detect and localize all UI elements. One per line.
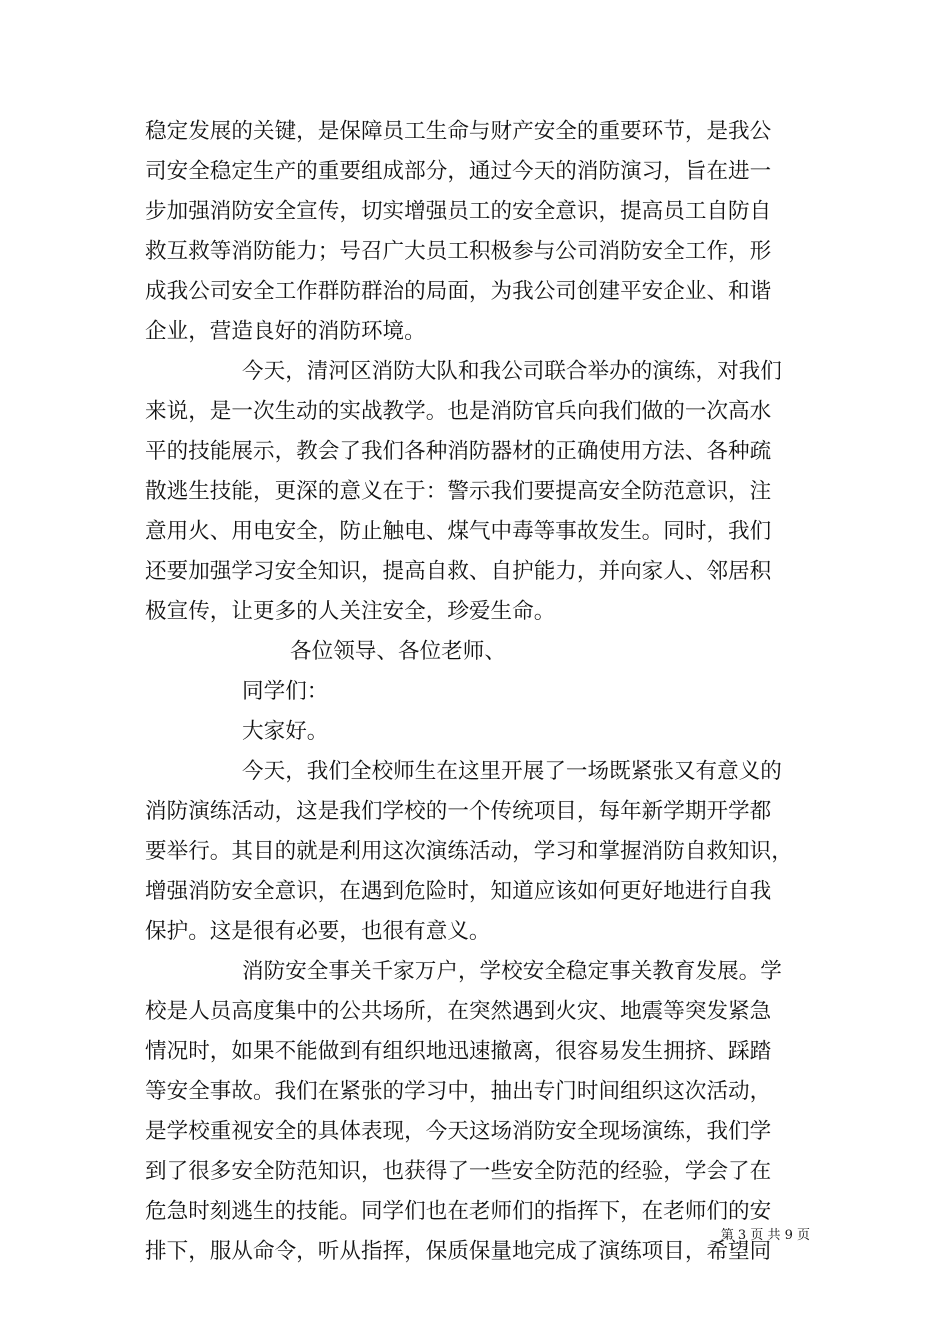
paragraph-start-line: 今天，清河区消防大队和我公司联合举办的演练，对我们 bbox=[242, 359, 782, 384]
text-line: 极宣传，让更多的人关注安全，珍爱生命。 bbox=[145, 599, 556, 624]
page-number: 第 3 页 共 9 页 bbox=[720, 1228, 810, 1243]
text-line: 保护。这是很有必要，也很有意义。 bbox=[145, 919, 491, 944]
text-line: 等安全事故。我们在紧张的学习中，抽出专门时间组织这次活动， bbox=[145, 1079, 772, 1104]
text-line: 校是人员高度集中的公共场所，在突然遇到火灾、地震等突发紧急 bbox=[145, 999, 772, 1024]
greeting-line: 大家好。 bbox=[242, 719, 329, 744]
text-line: 排下，服从命令，听从指挥，保质保量地完成了演练项目，希望同 bbox=[145, 1239, 772, 1264]
salutation-line: 各位领导、各位老师、 bbox=[290, 639, 506, 664]
text-line: 步加强消防安全宣传，切实增强员工的安全意识，提高员工自防自 bbox=[145, 199, 772, 224]
text-line: 危急时刻逃生的技能。同学们也在老师们的指挥下，在老师们的安 bbox=[145, 1199, 772, 1224]
text-line: 平的技能展示，教会了我们各种消防器材的正确使用方法、各种疏 bbox=[145, 439, 772, 464]
text-line: 稳定发展的关键，是保障员工生命与财产安全的重要环节，是我公 bbox=[145, 119, 772, 144]
paragraph-start-line: 消防安全事关千家万户，学校安全稳定事关教育发展。学 bbox=[242, 959, 782, 984]
text-line: 企业，营造良好的消防环境。 bbox=[145, 319, 426, 344]
text-line: 情况时，如果不能做到有组织地迅速撤离，很容易发生拥挤、踩踏 bbox=[145, 1039, 772, 1064]
text-line: 司安全稳定生产的重要组成部分，通过今天的消防演习，旨在进一 bbox=[145, 159, 772, 184]
paragraph-start-line: 今天，我们全校师生在这里开展了一场既紧张又有意义的 bbox=[242, 759, 782, 784]
text-line: 增强消防安全意识，在遇到危险时，知道应该如何更好地进行自我 bbox=[145, 879, 772, 904]
text-line: 到了很多安全防范知识，也获得了一些安全防范的经验，学会了在 bbox=[145, 1159, 772, 1184]
text-line: 成我公司安全工作群防群治的局面，为我公司创建平安企业、和谐 bbox=[145, 279, 772, 304]
text-line: 救互救等消防能力；号召广大员工积极参与公司消防安全工作，形 bbox=[145, 239, 772, 264]
text-line: 还要加强学习安全知识，提高自救、自护能力，并向家人、邻居积 bbox=[145, 559, 772, 584]
text-line: 来说，是一次生动的实战教学。也是消防官兵向我们做的一次高水 bbox=[145, 399, 772, 424]
text-line: 消防演练活动，这是我们学校的一个传统项目，每年新学期开学都 bbox=[145, 799, 772, 824]
text-line: 散逃生技能，更深的意义在于：警示我们要提高安全防范意识，注 bbox=[145, 479, 772, 504]
text-line: 要举行。其目的就是利用这次演练活动，学习和掌握消防自救知识， bbox=[145, 839, 793, 864]
text-line: 是学校重视安全的具体表现，今天这场消防安全现场演练，我们学 bbox=[145, 1119, 772, 1144]
salutation-line: 同学们： bbox=[242, 679, 329, 704]
text-line: 意用火、用电安全，防止触电、煤气中毒等事故发生。同时，我们 bbox=[145, 519, 772, 544]
